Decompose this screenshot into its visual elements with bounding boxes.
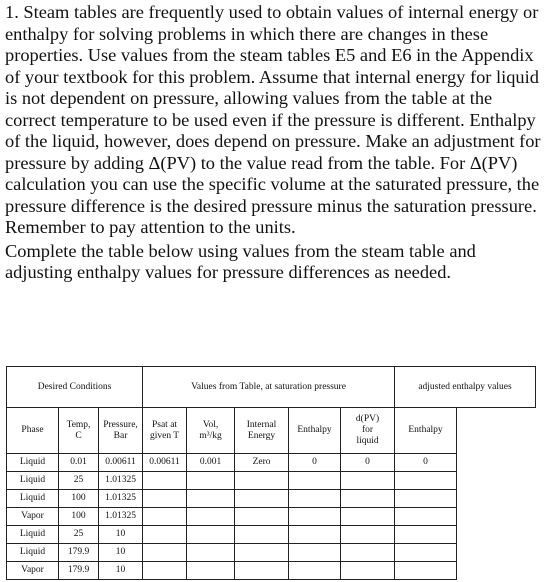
cell-psat [143,526,187,544]
cell-internal-energy [235,526,289,544]
cell-phase: Vapor [7,508,59,526]
col-header-phase: Phase [7,408,59,454]
cell-pressure: 10 [99,562,143,580]
cell-enthalpy [289,508,341,526]
cell-adjusted-enthalpy [395,544,457,562]
cell-temp: 100 [59,508,99,526]
col-header-pressure: Pressure, Bar [99,408,143,454]
cell-adjusted-enthalpy [395,526,457,544]
cell-adjusted-enthalpy [395,490,457,508]
cell-internal-energy [235,544,289,562]
cell-psat [143,490,187,508]
cell-temp: 100 [59,490,99,508]
col-header-temp: Temp, C [59,408,99,454]
cell-phase: Vapor [7,562,59,580]
cell-pressure: 10 [99,544,143,562]
col-header-adjusted-enthalpy: Enthalpy [395,408,457,454]
cell-phase: Liquid [7,454,59,472]
cell-temp: 179.9 [59,544,99,562]
cell-temp: 0.01 [59,454,99,472]
table-row [7,526,536,544]
col-header-enthalpy: Enthalpy [289,408,341,454]
table-row [7,490,536,508]
cell-vol [187,544,235,562]
cell-vol: 0.001 [187,454,235,472]
table-row [7,562,536,580]
cell-phase: Liquid [7,490,59,508]
cell-vol [187,562,235,580]
cell-dpv: 0 [341,454,395,472]
cell-pressure: 10 [99,526,143,544]
cell-internal-energy [235,508,289,526]
cell-pressure: 1.01325 [99,508,143,526]
cell-internal-energy [235,562,289,580]
cell-internal-energy: Zero [235,454,289,472]
cell-pressure: 1.01325 [99,490,143,508]
group-header-row [7,367,536,408]
cell-dpv [341,544,395,562]
cell-dpv [341,508,395,526]
cell-phase: Liquid [7,526,59,544]
cell-psat [143,544,187,562]
cell-pressure: 1.01325 [99,472,143,490]
problem-statement [5,2,541,284]
col-header-psat: Psat at given T [143,408,187,454]
cell-temp: 25 [59,526,99,544]
cell-dpv [341,490,395,508]
cell-phase: Liquid [7,472,59,490]
cell-dpv [341,562,395,580]
col-header-dpv: d(PV) for liquid [341,408,395,454]
steam-table [6,366,536,580]
cell-pressure: 0.00611 [99,454,143,472]
cell-temp: 179.9 [59,562,99,580]
cell-adjusted-enthalpy [395,508,457,526]
cell-adjusted-enthalpy [395,562,457,580]
cell-vol [187,508,235,526]
table-row [7,544,536,562]
col-header-vol: Vol, m³/kg [187,408,235,454]
cell-temp: 25 [59,472,99,490]
cell-enthalpy [289,544,341,562]
cell-enthalpy: 0 [289,454,341,472]
cell-vol [187,472,235,490]
cell-enthalpy [289,472,341,490]
table-row [7,508,536,526]
cell-vol [187,526,235,544]
col-header-internal-energy: Internal Energy [235,408,289,454]
cell-vol [187,490,235,508]
cell-dpv [341,526,395,544]
cell-enthalpy [289,526,341,544]
cell-internal-energy [235,472,289,490]
cell-enthalpy [289,562,341,580]
cell-psat: 0.00611 [143,454,187,472]
cell-phase: Liquid [7,544,59,562]
table-row [7,454,536,472]
cell-internal-energy [235,490,289,508]
cell-dpv [341,472,395,490]
cell-adjusted-enthalpy: 0 [395,454,457,472]
problem-paragraph-task: Complete the table below using values from the steam table and adjusting enthalpy values for pressure differences as needed. [5,240,476,282]
group-header-adjusted: adjusted enthalpy values [395,367,536,408]
table-row [7,472,536,490]
column-header-row [7,408,536,454]
cell-adjusted-enthalpy [395,472,457,490]
cell-psat [143,508,187,526]
problem-paragraph-instructions: 1. Steam tables are frequently used to obtain values of internal energy or enthalpy for solving problems in which there are changes in these properties. Use values from the steam tables E5 and E6 in the Appendix of your textbook for this problem. Assume that internal energy for liquid is not dependent on pressure, allowing values from the table at the correct temperature to be used even if the pressure is different. Enthalpy of the liquid, however, does depend on pressure. Make an adjustment for pressure by adding Δ(PV) to the value read from the table. For Δ(PV) calculation you can use the specific volume at the saturated pressure, the pressure difference is the desired pressure minus the saturation pressure. Remember to pay attention to the units. [5,2,541,237]
cell-psat [143,472,187,490]
group-header-values-from-table: Values from Table, at saturation pressure [143,367,395,408]
group-header-desired: Desired Conditions [7,367,143,408]
cell-enthalpy [289,490,341,508]
cell-psat [143,562,187,580]
